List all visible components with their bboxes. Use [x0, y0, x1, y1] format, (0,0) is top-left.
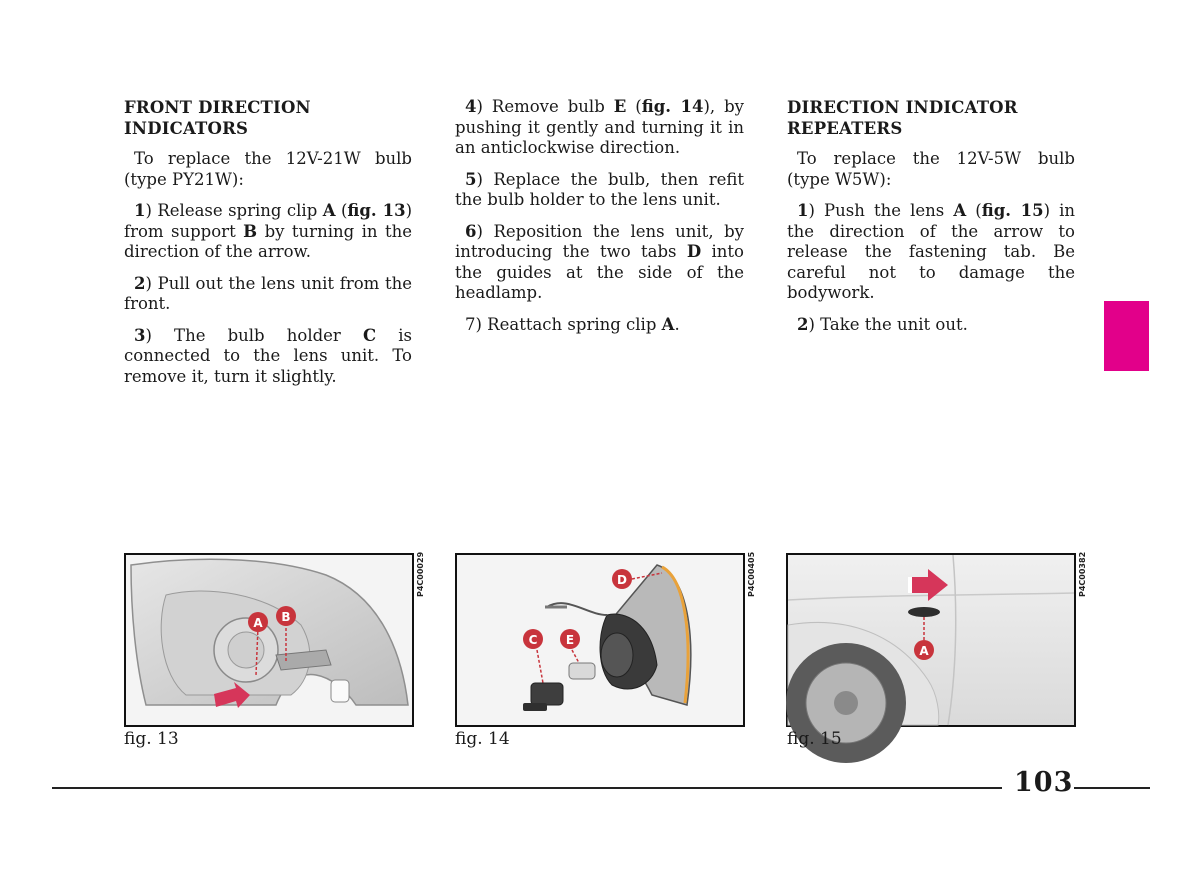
section-heading: DIRECTION INDICATOR REPEATERS — [787, 98, 1018, 138]
figure-13-caption: fig. 13 — [124, 729, 179, 749]
figure-13-headlamp — [124, 551, 425, 727]
footer-rule-right — [1074, 787, 1150, 789]
section-heading: FRONT DIRECTION INDICATORS — [124, 98, 311, 138]
step-2: 2) Take the unit out. — [797, 314, 968, 334]
figure-code: P4C00382 — [1078, 551, 1087, 597]
figure-code: P4C00405 — [747, 551, 756, 597]
callout-label-e: E — [565, 633, 575, 647]
footer-rule-left — [52, 787, 1002, 789]
intro-paragraph: To replace the 12V-5W bulb (type W5W): — [787, 149, 1075, 189]
column-bulb-replacement-steps — [455, 97, 744, 346]
figure-15-caption: fig. 15 — [787, 729, 842, 749]
repeater-illustration — [788, 555, 1074, 725]
intro-paragraph: To replace the 12V-21W bulb (type PY21W): — [124, 149, 412, 189]
figure-14-bulb-holder — [455, 551, 756, 727]
step-1: 1) Push the lens A (fig. 15) in the direction of the arrow to release the fastening tab. Be careful not to damage the bodywork. — [787, 201, 1076, 302]
step-1: 1) Release spring clip A (fig. 13) from support B by turning in the direction of the arrow. — [124, 201, 412, 261]
step-7: 7) Reattach spring clip A. — [465, 314, 680, 334]
column-direction-indicator-repeaters — [787, 97, 1075, 346]
figure-code: P4C00029 — [416, 551, 425, 597]
step-6: 6) Reposition the lens unit, by introducing the two tabs D into the guides at the side of the headlamp. — [455, 221, 744, 302]
callout-label-b: B — [281, 610, 291, 624]
step-2: 2) Pull out the lens unit from the front. — [124, 273, 412, 313]
step-3: 3) The bulb holder C is connected to the lens unit. To remove it, turn it slightly. — [124, 325, 412, 386]
figure-14-caption: fig. 14 — [455, 729, 510, 749]
bulb-holder-illustration — [457, 555, 743, 725]
section-tab-marker — [1104, 301, 1149, 371]
callout-label-c: C — [528, 633, 538, 647]
page-number: 103 — [1014, 767, 1074, 798]
step-5: 5) Replace the bulb, then refit the bulb holder to the lens unit. — [455, 169, 744, 209]
step-4: 4) Remove bulb E (fig. 14), by pushing it gently and turning it in an anticlockwise direction. — [455, 97, 744, 157]
callout-label-a: A — [253, 616, 263, 630]
figure-15-repeater — [786, 551, 1087, 727]
column-front-direction-indicators — [124, 97, 412, 398]
headlamp-illustration — [126, 555, 412, 725]
callout-label-a: A — [919, 644, 929, 658]
callout-label-d: D — [617, 573, 627, 587]
